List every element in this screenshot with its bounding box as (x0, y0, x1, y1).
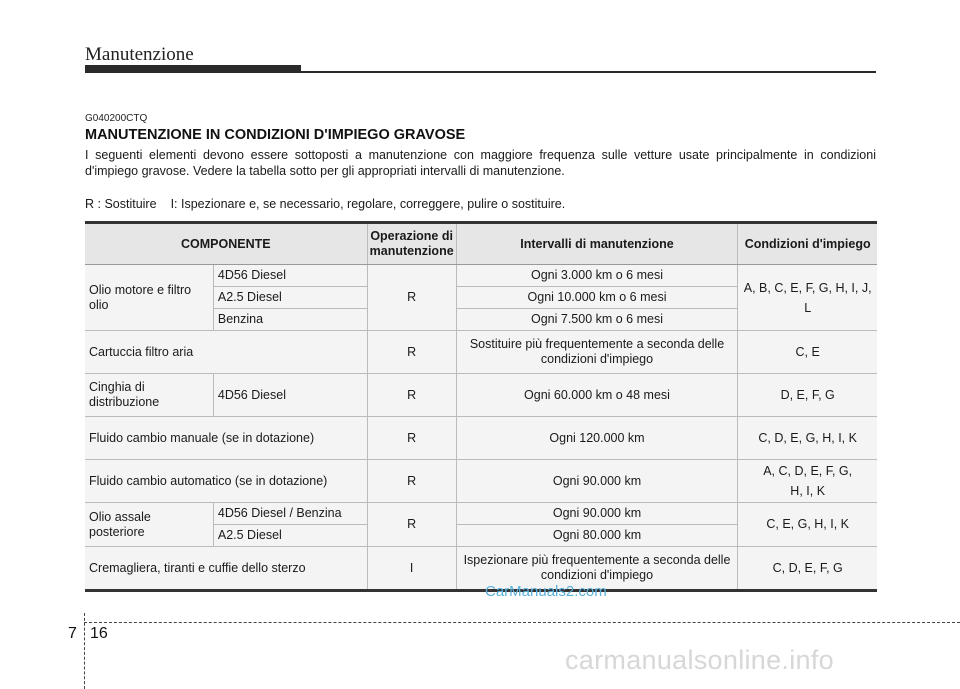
cell-interval: Ogni 3.000 km o 6 mesi (456, 265, 738, 287)
table-row (85, 460, 877, 503)
cell-engine: 4D56 Diesel (213, 374, 367, 417)
page-number: 16 (90, 625, 108, 642)
cell-operation: R (367, 503, 456, 547)
table-row (85, 331, 877, 374)
header-interval: Intervalli di manutenzione (456, 223, 738, 265)
cell-operation: R (367, 460, 456, 503)
legend-r: R : Sostituire (85, 197, 157, 211)
cell-conditions: C, E (738, 331, 877, 374)
cell-operation: I (367, 547, 456, 591)
header-operation: Operazione di manutenzione (367, 223, 456, 265)
cell-operation: R (367, 417, 456, 460)
table-row (85, 417, 877, 460)
footer-divider-vertical (84, 613, 86, 689)
cell-conditions: A, C, D, E, F, G, H, I, K (738, 460, 877, 503)
cell-interval: Ogni 7.500 km o 6 mesi (456, 309, 738, 331)
table-row (85, 503, 877, 525)
header-conditions: Condizioni d'impiego (738, 223, 877, 265)
cell-engine: A2.5 Diesel (213, 287, 367, 309)
watermark-large: carmanualsonline.info (565, 645, 834, 675)
cell-interval: Sostituire più frequentemente a seconda delle condizioni d'impiego (456, 331, 738, 374)
footer-divider-horizontal (84, 622, 960, 623)
cell-engine: 4D56 Diesel / Benzina (213, 503, 367, 525)
cell-interval: Ispezionare più frequentemente a seconda delle condizioni d'impiego (456, 547, 738, 591)
header-component: COMPONENTE (85, 223, 367, 265)
cell-operation: R (367, 265, 456, 331)
cell-component: Cremagliera, tiranti e cuffie dello sterzo (85, 547, 367, 591)
cell-operation: R (367, 374, 456, 417)
cell-engine: A2.5 Diesel (213, 525, 367, 547)
cell-engine: 4D56 Diesel (213, 265, 367, 287)
table-row (85, 374, 877, 417)
table-row (85, 547, 877, 591)
cell-conditions: C, E, G, H, I, K (738, 503, 877, 547)
cell-component: Olio motore e filtro olio (85, 265, 213, 331)
header-rule (301, 71, 876, 73)
cell-conditions: C, D, E, G, H, I, K (738, 417, 877, 460)
cell-interval: Ogni 90.000 km (456, 503, 738, 525)
header-bar (85, 65, 301, 73)
cell-component: Fluido cambio automatico (se in dotazione) (85, 460, 367, 503)
table-row (85, 265, 877, 287)
cell-conditions: A, B, C, E, F, G, H, I, J, L (738, 265, 877, 331)
cell-interval: Ogni 120.000 km (456, 417, 738, 460)
cell-component: Olio assale posteriore (85, 503, 213, 547)
section-code: G040200CTQ (85, 113, 148, 124)
cell-interval: Ogni 60.000 km o 48 mesi (456, 374, 738, 417)
page-chapter: 7 (68, 625, 77, 642)
cell-interval: Ogni 10.000 km o 6 mesi (456, 287, 738, 309)
table-header-row (85, 223, 877, 265)
section-title: MANUTENZIONE IN CONDIZIONI D'IMPIEGO GRAVOSE (85, 127, 466, 143)
cell-component: Cartuccia filtro aria (85, 331, 367, 374)
cell-conditions: C, D, E, F, G (738, 547, 877, 591)
legend (85, 197, 565, 211)
cell-operation: R (367, 331, 456, 374)
cell-engine: Benzina (213, 309, 367, 331)
legend-i: I: Ispezionare e, se necessario, regolare, correggere, pulire o sostituire. (170, 197, 566, 211)
cell-interval: Ogni 90.000 km (456, 460, 738, 503)
cell-conditions: D, E, F, G (738, 374, 877, 417)
page-header-title: Manutenzione (85, 44, 194, 65)
cell-interval: Ogni 80.000 km (456, 525, 738, 547)
maintenance-table (85, 221, 877, 592)
watermark-small: CarManuals2.com (485, 583, 607, 600)
intro-paragraph: I seguenti elementi devono essere sottoposti a manutenzione con maggiore frequenza sulle vetture usate principalmente in condizioni d'impiego gravose. Vedere la tabella sotto per gli appropriati intervalli di manutenzione. (85, 148, 876, 178)
cell-component: Fluido cambio manuale (se in dotazione) (85, 417, 367, 460)
cell-component: Cinghia di distribuzione (85, 374, 213, 417)
